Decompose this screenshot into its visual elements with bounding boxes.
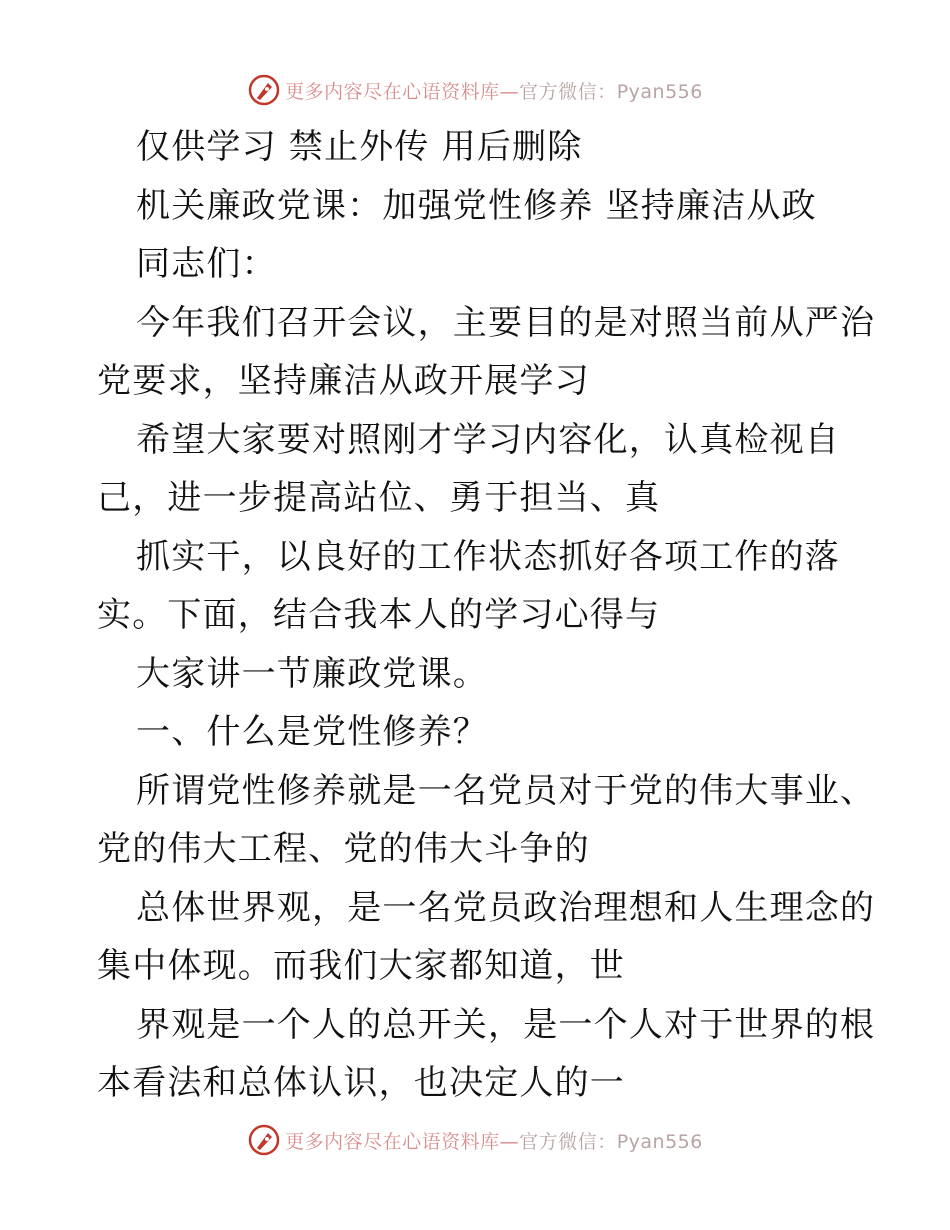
document-line: 大家讲一节廉政党课。: [136, 653, 488, 694]
document-title: 机关廉政党课：加强党性修养 坚持廉洁从政: [136, 185, 817, 226]
banner-wechat-label: 官方微信：: [519, 1130, 617, 1153]
document-line: 今年我们召开会议，主要目的是对照当前从严治: [136, 302, 876, 343]
document-body: [97, 118, 876, 1113]
pen-nib-circle-icon: [247, 73, 281, 107]
banner-wechat-id: Pyan556: [616, 80, 703, 103]
document-line: 实。下面，结合我本人的学习心得与: [97, 595, 661, 635]
banner-dash: —: [499, 1130, 520, 1153]
document-line: 党要求，坚持廉洁从政开展学习: [97, 361, 590, 401]
footer-banner-text: [285, 1127, 703, 1154]
document-line: 希望大家要对照刚才学习内容化，认真检视自: [136, 419, 840, 460]
section-heading: 一、什么是党性修养？: [136, 712, 488, 752]
banner-wechat-id: Pyan556: [616, 1130, 703, 1153]
footer-banner: [0, 1118, 950, 1162]
header-banner-text: [285, 77, 703, 104]
document-line: 党的伟大工程、党的伟大斗争的: [97, 829, 590, 869]
banner-dash: —: [499, 80, 520, 103]
document-line: 总体世界观，是一名党员政治理想和人生理念的: [136, 887, 876, 928]
document-line: 所谓党性修养就是一名党员对于党的伟大事业、: [136, 770, 876, 811]
pen-nib-circle-icon: [247, 1123, 281, 1157]
document-line: 同志们：: [136, 244, 277, 284]
header-banner: [0, 68, 950, 112]
banner-site-name: 更多内容尽在心语资料库: [285, 80, 500, 103]
document-line: 己，进一步提高站位、勇于担当、真: [97, 478, 661, 518]
document-line: 仅供学习 禁止外传 用后删除: [136, 127, 583, 167]
document-line: 界观是一个人的总开关，是一个人对于世界的根: [136, 1004, 876, 1045]
banner-site-name: 更多内容尽在心语资料库: [285, 1130, 500, 1153]
document-line: 抓实干，以良好的工作状态抓好各项工作的落: [136, 536, 840, 577]
banner-wechat-label: 官方微信：: [519, 80, 617, 103]
document-line: 集中体现。而我们大家都知道，世: [97, 946, 625, 986]
document-line: 本看法和总体认识，也决定人的一: [97, 1063, 625, 1103]
